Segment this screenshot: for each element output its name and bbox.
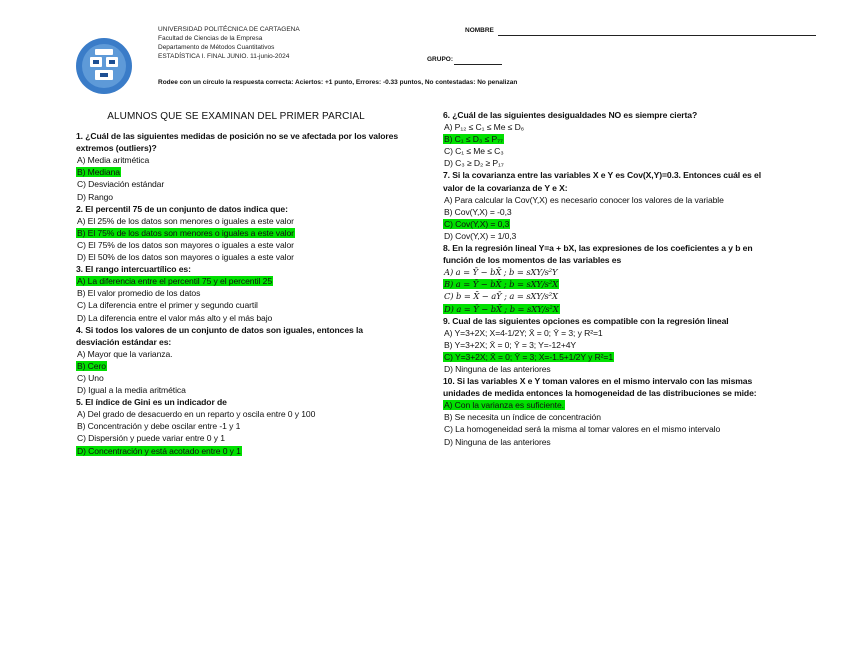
- answer-option-text: D) Igual a la media aritmética: [77, 385, 186, 396]
- answer-option[interactable]: [443, 145, 773, 157]
- answer-option[interactable]: [76, 166, 406, 178]
- answer-option[interactable]: [443, 278, 773, 290]
- answer-option[interactable]: [76, 239, 406, 251]
- faculty-name: Facultad de Ciencias de la Empresa: [158, 35, 263, 42]
- university-logo: [75, 37, 133, 95]
- answer-option[interactable]: [76, 408, 406, 420]
- answer-option[interactable]: [443, 290, 773, 302]
- answer-option[interactable]: [443, 206, 773, 218]
- answer-option[interactable]: [443, 351, 773, 363]
- answer-option[interactable]: [76, 420, 406, 432]
- answer-option[interactable]: [443, 303, 773, 315]
- answer-option[interactable]: [443, 423, 773, 435]
- right-column: [443, 109, 773, 448]
- grupo-field[interactable]: [454, 64, 502, 65]
- answer-option-text: C) Uno: [77, 372, 104, 383]
- answer-option-text: A) Del grado de desacuerdo en un reparto y oscila entre 0 y 100: [77, 409, 316, 420]
- answer-option[interactable]: [76, 227, 406, 239]
- answer-option[interactable]: [443, 230, 773, 242]
- answer-option-text: A) a = Ȳ − bX̄ ; b = sXY/s²Y: [444, 267, 558, 278]
- answer-option[interactable]: [443, 157, 773, 169]
- nombre-label: NOMBRE: [465, 27, 494, 34]
- section-title: ALUMNOS QUE SE EXAMINAN DEL PRIMER PARCIAL: [107, 111, 365, 122]
- answer-option-text: D) Rango: [77, 191, 113, 202]
- answer-option-text: B) El valor promedio de los datos: [77, 288, 201, 299]
- header-institution: [158, 25, 300, 61]
- instructions: Rodee con un círculo la respuesta correcta: Aciertos: +1 punto, Errores: -0.33 puntos, No contestadas: No penalizan: [158, 79, 518, 86]
- answer-option-text: A) Media aritmética: [77, 155, 150, 166]
- question-text: 7. Si la covarianza entre las variables X e Y es Cov(X,Y)=0.3. Entonces cuál es el valor de la covarianza de Y e X:: [443, 170, 761, 193]
- answer-option[interactable]: [76, 372, 406, 384]
- answer-option-text: D) Cov(Y,X) = 1/0,3: [444, 230, 517, 241]
- answer-option[interactable]: [76, 287, 406, 299]
- answer-option-text: A) El 25% de los datos son menores o iguales a este valor: [77, 215, 294, 226]
- answer-option-text: B) Y=3+2X; X̄ = 0; Ȳ = 3; Y=-12+4Y: [444, 339, 577, 350]
- answer-option-text: B) Cero: [77, 360, 106, 371]
- answer-option-text: C) Cov(Y,X) = 0,3: [444, 218, 510, 229]
- answer-option-text: C) b = X̄ − aȲ ; a = sXY/s²X: [444, 291, 558, 302]
- question-text: 3. El rango intercuartílico es:: [76, 264, 191, 275]
- question-text: 4. Si todos los valores de un conjunto de datos son iguales, entonces la desviación estándar es:: [76, 324, 363, 347]
- department-name: Departamento de Métodos Cuantitativos: [158, 44, 275, 51]
- answer-option-text: D) a = Ȳ − bX̄ ; b = sXY/s²X: [444, 303, 559, 314]
- answer-option-text: B) Cov(Y,X) = -0,3: [444, 206, 512, 217]
- answer-option[interactable]: [76, 384, 406, 396]
- answer-option-text: C) Y=3+2X; X̄ = 0; Ȳ = 3; X=-1.5+1/2Y y R²=1: [444, 351, 614, 362]
- answer-option-text: A) La diferencia entre el percentil 75 y el percentil 25: [77, 276, 273, 287]
- question-text: 6. ¿Cuál de las siguientes desigualdades NO es siempre cierta?: [443, 110, 698, 120]
- answer-option-text: C) La homogeneidad será la misma al tomar valores en el mismo intervalo: [444, 424, 721, 435]
- answer-option[interactable]: [443, 133, 773, 145]
- answer-option[interactable]: [443, 194, 773, 206]
- answer-option[interactable]: [76, 215, 406, 227]
- answer-option-text: A) P₁₂ ≤ C₁ ≤ Me ≤ D₆: [444, 122, 525, 133]
- answer-option-text: B) a = Ȳ − bX̄ ; b = sXY/s²X: [444, 279, 558, 290]
- answer-option[interactable]: [76, 299, 406, 311]
- left-questions: [76, 130, 406, 457]
- answer-option[interactable]: [443, 339, 773, 351]
- answer-option-text: B) Se necesita un índice de concentración: [444, 412, 601, 423]
- university-name: UNIVERSIDAD POLITÉCNICA DE CARTAGENA: [158, 26, 300, 33]
- answer-option-text: D) Ninguna de las anteriores: [444, 363, 551, 374]
- answer-option[interactable]: [443, 218, 773, 230]
- answer-option-text: B) El 75% de los datos son menores o iguales a este valor: [77, 227, 294, 238]
- question-text: 2. El percentil 75 de un conjunto de datos indica que:: [76, 203, 288, 214]
- answer-option[interactable]: [443, 327, 773, 339]
- question-text: 9. Cual de las siguientes opciones es compatible con la regresión lineal: [443, 315, 729, 326]
- answer-option-text: C) Dispersión y puede variar entre 0 y 1: [77, 433, 225, 444]
- answer-option-text: B) C₁ ≤ D₃ ≤ P₇₇: [444, 134, 503, 145]
- question-text: 8. En la regresión lineal Y=a + bX, las expresiones de los coeficientes a y b en función de los momentos de las variables es: [443, 243, 753, 266]
- answer-option-text: D) Concentración y está acotado entre 0 y 1: [77, 445, 241, 456]
- right-questions: [443, 109, 773, 448]
- answer-option-text: C) La diferencia entre el primer y segundo cuartil: [77, 300, 258, 311]
- answer-option[interactable]: [76, 445, 406, 457]
- answer-option[interactable]: [443, 121, 773, 133]
- answer-option-text: C) El 75% de los datos son mayores o iguales a este valor: [77, 239, 294, 250]
- answer-option-text: C) C₁ ≤ Me ≤ C₃: [444, 146, 504, 157]
- exam-title: ESTADÍSTICA I. FINAL JUNIO. 11-junio-2024: [158, 53, 290, 60]
- answer-option-text: A) Para calcular la Cov(Y,X) es necesario conocer los valores de la variable: [444, 194, 724, 205]
- answer-option-text: D) C₃ ≥ D₂ ≥ P₁₇: [444, 158, 504, 169]
- answer-option[interactable]: [76, 191, 406, 203]
- question-text: 10. Si las variables X e Y toman valores en el mismo intervalo con las mismas unidades de medida entonces la homogeneidad de las distribuciones se mide:: [443, 376, 757, 399]
- answer-option[interactable]: [443, 266, 773, 278]
- grupo-label: GRUPO:: [427, 56, 453, 63]
- answer-option-text: B) Mediana: [77, 167, 120, 178]
- answer-option[interactable]: [76, 360, 406, 372]
- answer-option-text: D) Ninguna de las anteriores: [444, 436, 551, 447]
- answer-option-text: C) Desviación estándar: [77, 179, 165, 190]
- answer-option-text: A) Y=3+2X; X=4-1/2Y; X̄ = 0; Ȳ = 3; y R²=1: [444, 327, 603, 338]
- answer-option[interactable]: [76, 275, 406, 287]
- answer-option[interactable]: [443, 363, 773, 375]
- answer-option[interactable]: [76, 178, 406, 190]
- answer-option[interactable]: [76, 251, 406, 263]
- answer-option[interactable]: [76, 312, 406, 324]
- answer-option[interactable]: [443, 411, 773, 423]
- question-text: 1. ¿Cuál de las siguientes medidas de posición no se ve afectada por los valores extremos (outliers)?: [76, 131, 399, 154]
- answer-option[interactable]: [76, 432, 406, 444]
- answer-option-text: A) Mayor que la varianza.: [77, 348, 173, 359]
- answer-option[interactable]: [443, 399, 773, 411]
- answer-option[interactable]: [76, 348, 406, 360]
- answer-option-text: D) El 50% de los datos son mayores o iguales a este valor: [77, 252, 294, 263]
- question-text: 5. El índice de Gini es un indicador de: [76, 397, 227, 408]
- nombre-field[interactable]: [498, 35, 816, 36]
- answer-option-text: B) Concentración y debe oscilar entre -1 y 1: [77, 421, 241, 432]
- left-column: [76, 111, 406, 457]
- answer-option-text: A) Con la varianza es suficiente.: [444, 400, 564, 411]
- answer-option-text: D) La diferencia entre el valor más alto y el más bajo: [77, 312, 273, 323]
- answer-option[interactable]: [443, 436, 773, 448]
- answer-option[interactable]: [76, 154, 406, 166]
